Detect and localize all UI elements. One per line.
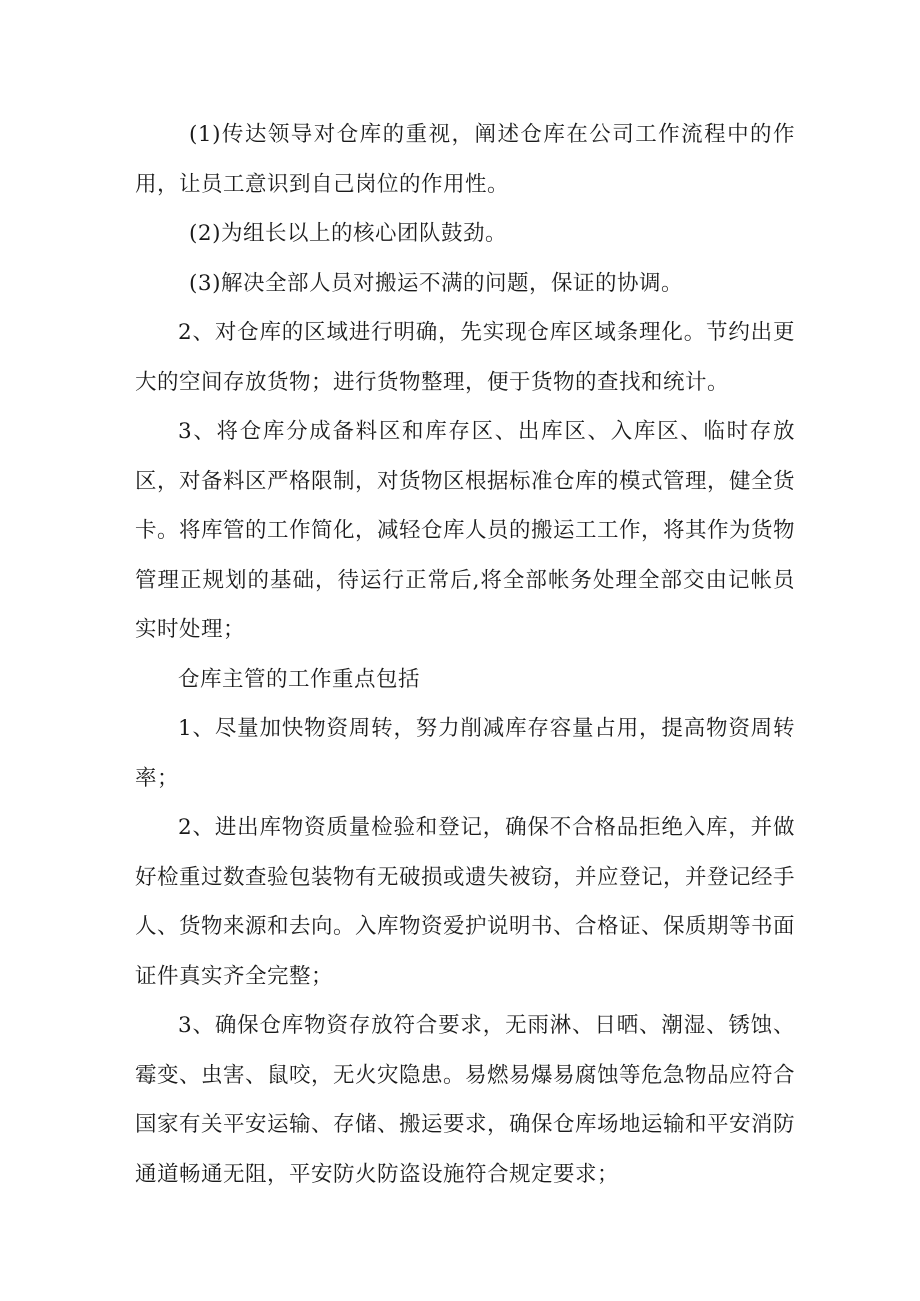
paragraph-point-3: 3、确保仓库物资存放符合要求，无雨淋、日晒、潮湿、锈蚀、霉变、虫害、鼠咬，无火灾隐患。易燃易爆易腐蚀等危急物品应符合国家有关平安运输、存储、搬运要求，确保仓库场地运输和平安消防通道畅通无阻，平安防火防盗设施符合规定要求； (135, 1013, 796, 1187)
paragraph-item-2: (2)为组长以上的核心团队鼓劲。 (189, 221, 507, 246)
paragraph-item-3: (3)解决全部人员对搬运不满的问题，保证的协调。 (189, 270, 683, 296)
paragraph-point-2: 2、进出库物资质量检验和登记，确保不合格品拒绝入库，并做好检重过数查验包装物有无破损或遗失被窃，并应登记，并登记经手人、货物来源和去向。入库物资爱护说明书、合格证、保质期等书面证件真实齐全完整； (135, 815, 796, 989)
paragraph-section-2: 2、对仓库的区域进行明确，先实现仓库区域条理化。节约出更大的空间存放货物；进行货物整理，便于货物的查找和统计。 (135, 320, 795, 395)
document-body (135, 110, 795, 1199)
paragraph-heading: 仓库主管的工作重点包括 (178, 666, 421, 692)
paragraph-point-1: 1、尽量加快物资周转，努力削减库存容量占用，提高物资周转率； (135, 716, 795, 791)
paragraph-item-1: (1)传达领导对仓库的重视，阐述仓库在公司工作流程中的作用，让员工意识到自己岗位的作用性。 (135, 122, 795, 197)
paragraph-section-3: 3、将仓库分成备料区和库存区、出库区、入库区、临时存放区，对备料区严格限制，对货物区根据标准仓库的模式管理，健全货卡。将库管的工作简化，减轻仓库人员的搬运工工作，将其作为货物管理正规划的基础，待运行正常后,将全部帐务处理全部交由记帐员实时处理； (135, 419, 796, 642)
